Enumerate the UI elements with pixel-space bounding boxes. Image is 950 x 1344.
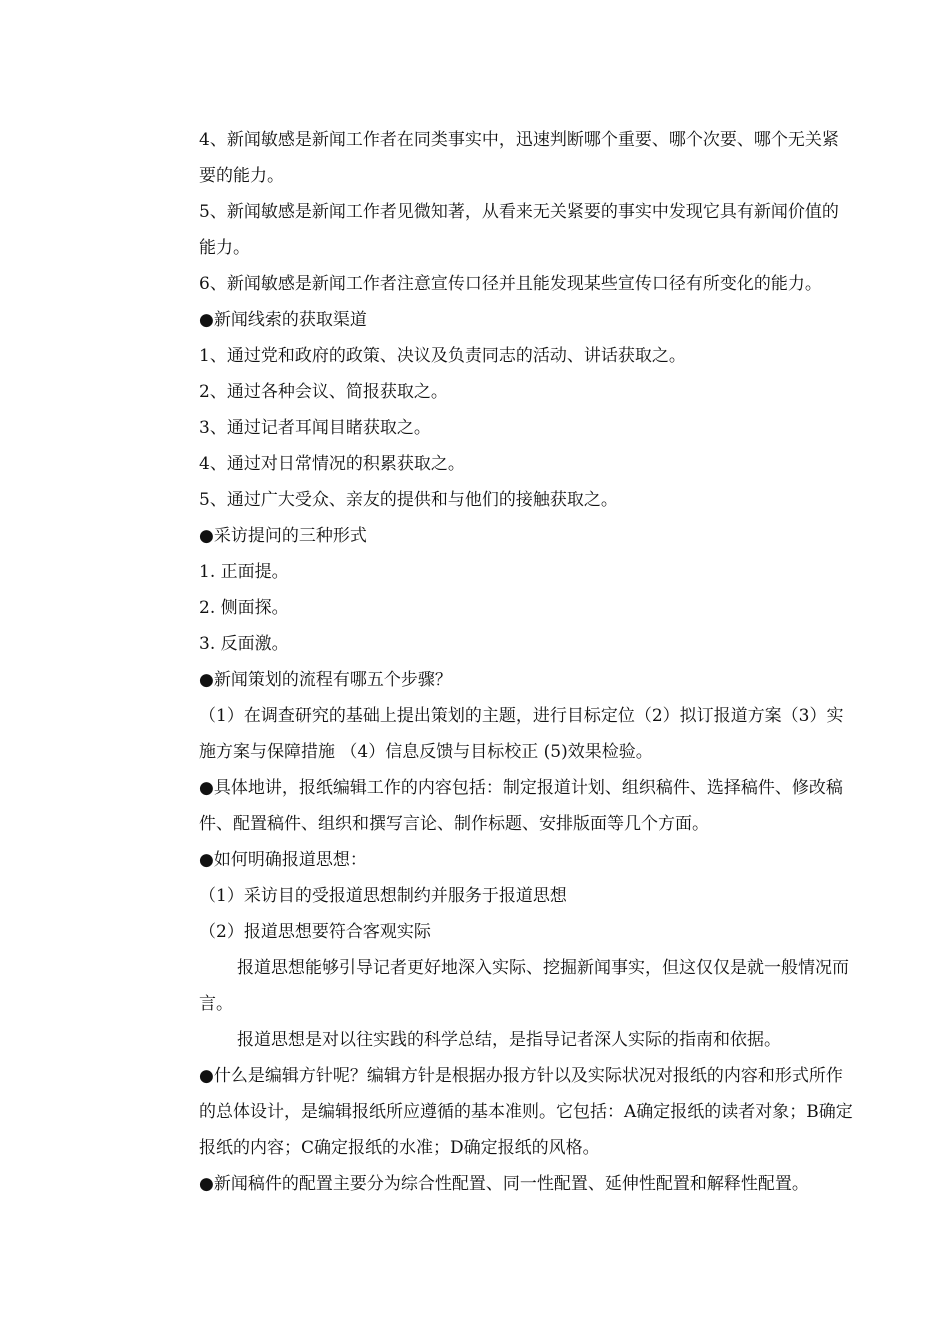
text-line: （1）在调查研究的基础上提出策划的主题，进行目标定位（2）拟订报道方案（3）实	[199, 706, 844, 726]
text-line: 1. 正面提。	[199, 562, 289, 582]
text-line: 件、配置稿件、组织和撰写言论、制作标题、安排版面等几个方面。	[199, 814, 709, 834]
text-line: 4、新闻敏感是新闻工作者在同类事实中，迅速判断哪个重要、哪个次要、哪个无关紧	[199, 130, 839, 150]
text-line: 3、通过记者耳闻目睹获取之。	[199, 418, 431, 438]
section-heading: ●新闻线索的获取渠道	[199, 310, 367, 330]
text-line: 4、通过对日常情况的积累获取之。	[199, 454, 465, 474]
text-line: 6、新闻敏感是新闻工作者注意宣传口径并且能发现某些宣传口径有所变化的能力。	[199, 274, 822, 294]
section-heading: ●具体地讲，报纸编辑工作的内容包括：制定报道计划、组织稿件、选择稿件、修改稿	[199, 778, 843, 798]
text-line: 施方案与保障措施 （4）信息反馈与目标校正 (5)效果检验。	[199, 742, 653, 762]
text-line: 1、通过党和政府的政策、决议及负责同志的活动、讲话获取之。	[199, 346, 686, 366]
text-line: 能力。	[199, 238, 250, 258]
text-line: 言。	[199, 994, 233, 1014]
document-body	[199, 122, 935, 1202]
text-line: （2）报道思想要符合客观实际	[199, 922, 431, 942]
section-heading: ●新闻策划的流程有哪五个步骤？	[199, 670, 452, 690]
text-line: 2. 侧面探。	[199, 598, 289, 618]
section-heading: ●新闻稿件的配置主要分为综合性配置、同一性配置、延伸性配置和解释性配置。	[199, 1174, 809, 1194]
text-line: 3. 反面激。	[199, 634, 289, 654]
text-line: 报纸的内容；C确定报纸的水准；D确定报纸的风格。	[199, 1138, 600, 1158]
text-line: 报道思想能够引导记者更好地深入实际、挖掘新闻事实，但这仅仅是就一般情况而	[237, 958, 849, 978]
section-heading: ●如何明确报道思想：	[199, 850, 367, 870]
text-line: 5、通过广大受众、亲友的提供和与他们的接触获取之。	[199, 490, 618, 510]
text-line: （1）采访目的受报道思想制约并服务于报道思想	[199, 886, 567, 906]
text-line: 5、新闻敏感是新闻工作者见微知著，从看来无关紧要的事实中发现它具有新闻价值的	[199, 202, 839, 222]
text-line: 2、通过各种会议、简报获取之。	[199, 382, 448, 402]
text-line: 要的能力。	[199, 166, 284, 186]
section-heading: ●什么是编辑方针呢？编辑方针是根据办报方针以及实际状况对报纸的内容和形式所作	[199, 1066, 843, 1086]
text-line: 的总体设计，是编辑报纸所应遵循的基本准则。它包括：A确定报纸的读者对象；B确定	[199, 1102, 853, 1122]
text-line: 报道思想是对以往实践的科学总结，是指导记者深人实际的指南和依据。	[237, 1030, 781, 1050]
section-heading: ●采访提问的三种形式	[199, 526, 367, 546]
